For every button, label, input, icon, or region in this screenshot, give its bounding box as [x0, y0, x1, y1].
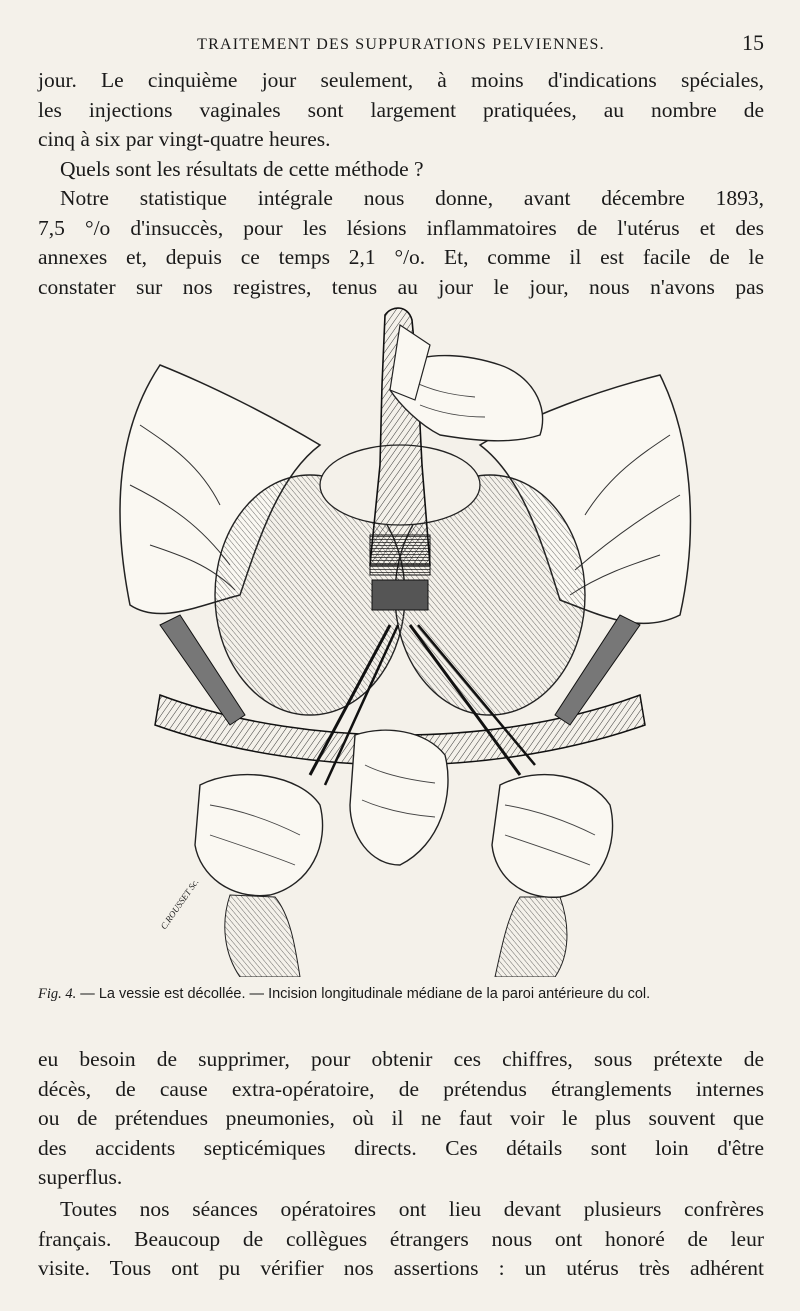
running-title: TRAITEMENT DES SUPPURATIONS PELVIENNES. — [197, 36, 605, 53]
left-hand — [195, 775, 323, 896]
text-line: eu besoin de supprimer, pour obtenir ces chiffres, sous prétexte de — [38, 1047, 764, 1071]
figure-label: Fig. 4. — [38, 986, 77, 1002]
caption-text: — La vessie est décollée. — Incision longitudinale médiane de la paroi antérieure du col. — [76, 986, 651, 1002]
text-line: jour. Le cinquième jour seulement, à moins d'indications spéciales, — [38, 68, 764, 92]
figure-caption — [38, 985, 764, 1003]
running-head — [38, 30, 764, 60]
text-line: des accidents septicémiques directs. Ces détails sont loin d'être — [38, 1135, 764, 1160]
center-hand — [350, 730, 448, 865]
text-line: constater sur nos registres, tenus au jour le jour, nous n'avons pas — [38, 274, 764, 299]
paragraph-continuation — [38, 1045, 764, 1193]
text-line: Toutes nos séances opératoires ont lieu devant plusieurs confrères — [60, 1197, 764, 1221]
text-line: français. Beaucoup de collègues étrangers nous ont honoré de leur — [38, 1226, 764, 1251]
text-line: 7,5 °/o d'insuccès, pour les lésions inflammatoires de l'utérus et des — [38, 215, 764, 240]
engraver-signature: C.ROUSSET Sc. — [158, 877, 201, 932]
text-line: superflus. — [38, 1165, 123, 1189]
text-line: cinq à six par vingt-quatre heures. — [38, 127, 331, 151]
page-number: 15 — [742, 30, 764, 55]
text-line: décès, de cause extra-opératoire, de prétendus étranglements internes — [38, 1076, 764, 1101]
paragraph-question — [38, 155, 764, 185]
text-line: Quels sont les résultats de cette méthode ? — [60, 157, 424, 181]
text-line: ou de prétendues pneumonies, où il ne faut voir le plus souvent que — [38, 1106, 764, 1130]
paragraph-statistics — [38, 184, 764, 302]
right-hand — [492, 775, 613, 898]
surgical-illustration — [100, 305, 700, 977]
text-line: Notre statistique intégrale nous donne, avant décembre 1893, — [60, 186, 764, 210]
paragraph-continued — [38, 66, 764, 155]
text-line: les injections vaginales sont largement pratiquées, au nombre de — [38, 97, 764, 122]
text-line: annexes et, depuis ce temps 2,1 °/o. Et, comme il est facile de le — [38, 245, 764, 269]
paragraph-visits — [38, 1195, 764, 1284]
text-line: visite. Tous ont pu vérifier nos assertions : un utérus très adhérent — [38, 1256, 764, 1280]
